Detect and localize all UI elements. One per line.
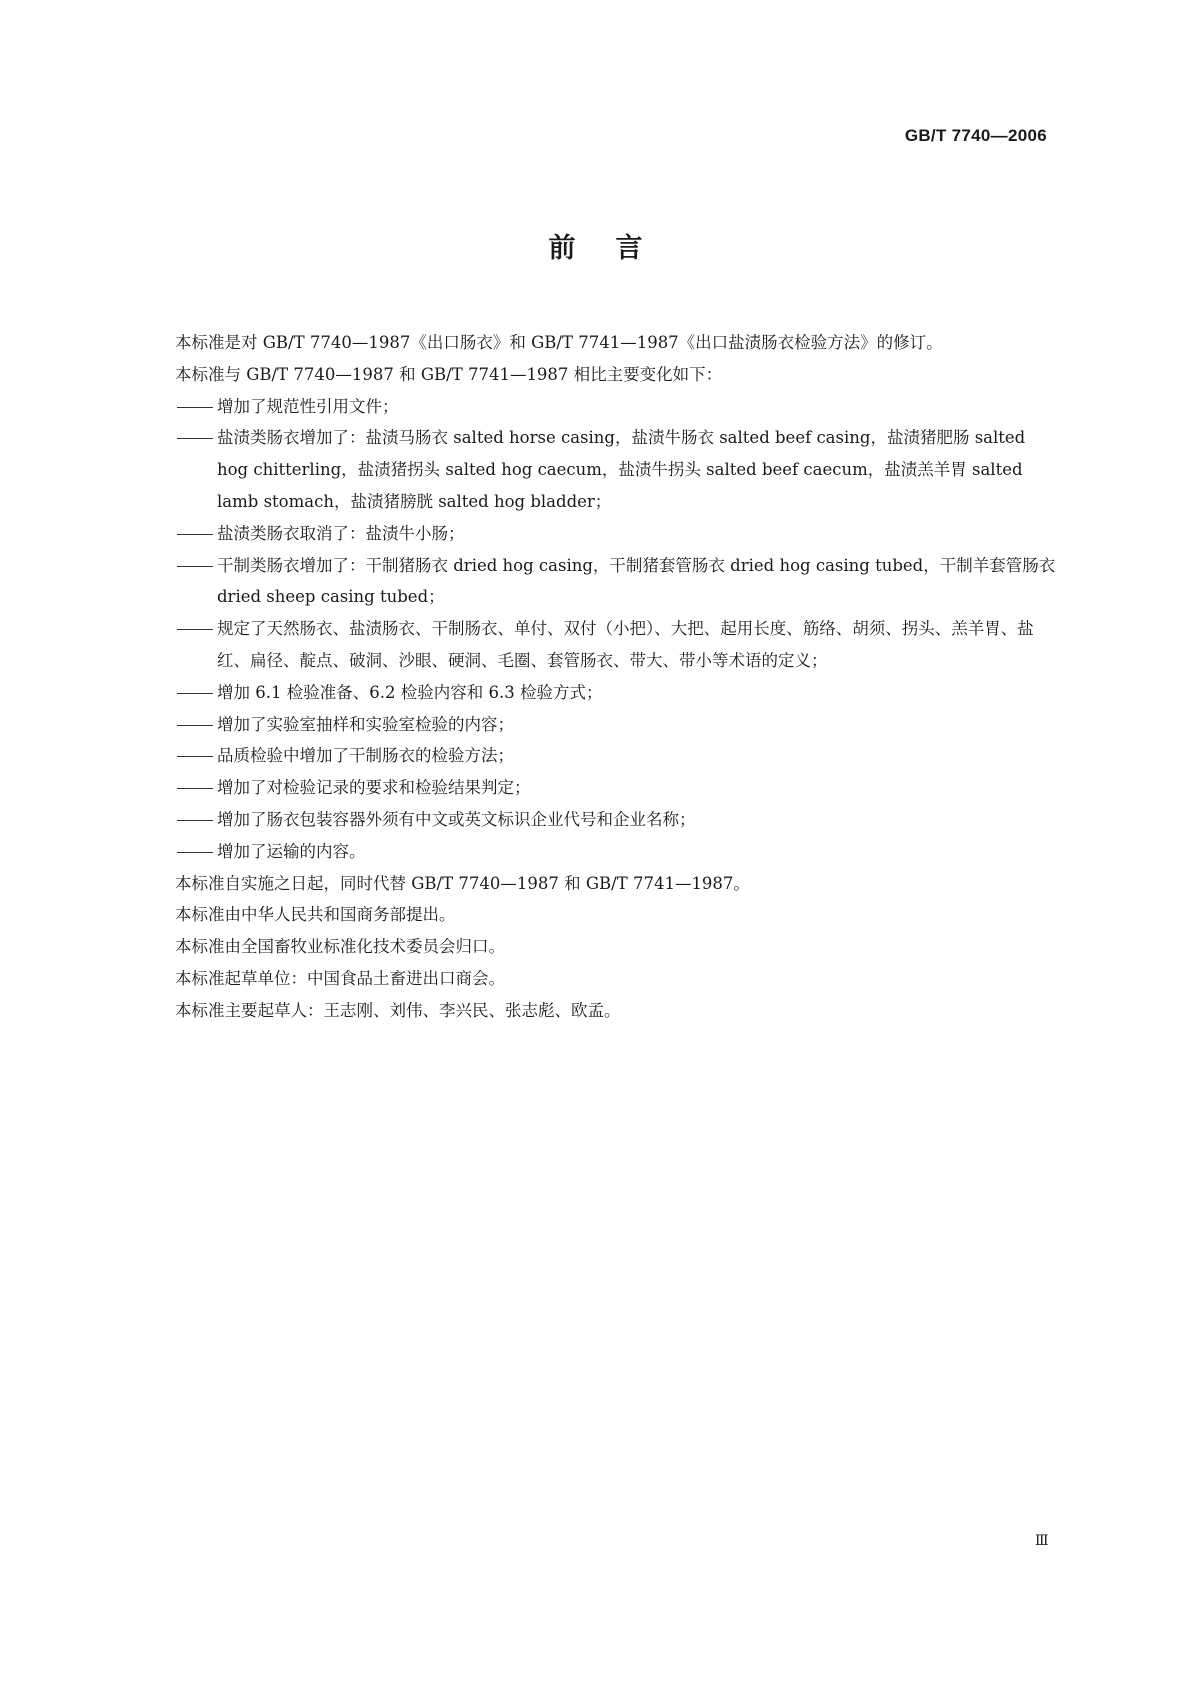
document-body (175, 327, 1060, 1027)
closing-paragraph: 本标准由中华人民共和国商务部提出。 (175, 905, 456, 925)
intro-paragraph: 本标准是对 GB/T 7740—1987《出口肠衣》和 GB/T 7741—1987《出口盐渍肠衣检验方法》的修订。 (175, 333, 943, 352)
closing-paragraph: 本标准由全国畜牧业标准化技术委员会归口。 (175, 937, 505, 957)
change-text: 增加 6.1 检验准备、6.2 检验内容和 6.3 检验方式； (217, 682, 603, 702)
change-list-item (175, 422, 1060, 517)
change-text: 规定了天然肠衣、盐渍肠衣、干制肠衣、单付、双付（小把）、大把、起用长度、筋络、胡须、拐头、羔羊胃、盐红、扁径、靛点、破洞、沙眼、硬洞、毛圈、套管肠衣、带大、带小等术语的定义； (217, 619, 1034, 670)
dash-bullet (177, 407, 213, 408)
dash-bullet (177, 534, 213, 535)
page-title: 前言 (548, 233, 683, 264)
change-list-item (175, 391, 1060, 423)
change-text: 品质检验中增加了干制肠衣的检验方法； (217, 746, 514, 766)
page-number: Ⅲ (1034, 1533, 1049, 1549)
change-list-item (175, 709, 1060, 741)
change-list-item (175, 677, 1060, 709)
change-text: 增加了运输的内容。 (217, 841, 366, 861)
change-text: 干制类肠衣增加了：干制猪肠衣 dried hog casing，干制猪套管肠衣 dried hog casing tubed，干制羊套管肠衣 dried sheep casing tubed； (217, 555, 1056, 607)
closing-paragraph: 本标准主要起草人：王志刚、刘伟、李兴民、张志彪、欧孟。 (175, 1000, 621, 1020)
dash-bullet (177, 820, 213, 821)
intro-paragraph: 本标准与 GB/T 7740—1987 和 GB/T 7741—1987 相比主要变化如下： (175, 364, 723, 384)
change-list-item (175, 836, 1060, 868)
dash-bullet (177, 725, 213, 726)
dash-bullet (177, 852, 213, 853)
dash-bullet (177, 788, 213, 789)
change-text: 增加了规范性引用文件； (217, 396, 399, 416)
dash-bullet (177, 566, 213, 567)
change-text: 增加了对检验记录的要求和检验结果判定； (217, 778, 531, 798)
change-list-item (175, 740, 1060, 772)
change-list-item (175, 804, 1060, 836)
dash-bullet (177, 438, 213, 439)
dash-bullet (177, 693, 213, 694)
change-text: 盐渍类肠衣增加了：盐渍马肠衣 salted horse casing，盐渍牛肠衣 salted beef casing，盐渍猪肥肠 salted hog chitterling，盐渍猪拐头 salted hog caecum，盐渍牛拐头 salted beef caecum，盐渍羔羊胃 salted lamb stomach，盐渍猪膀胱 salted hog bladder； (217, 428, 1026, 511)
change-list-item (175, 772, 1060, 804)
dash-bullet (177, 629, 213, 630)
change-list-item (175, 550, 1060, 614)
change-text: 增加了肠衣包装容器外须有中文或英文标识企业代号和企业名称； (217, 809, 696, 829)
standard-code: GB/T 7740—2006 (904, 126, 1047, 145)
closing-paragraph: 本标准自实施之日起，同时代替 GB/T 7740—1987 和 GB/T 7741—1987。 (175, 873, 750, 893)
closing-paragraph: 本标准起草单位：中国食品土畜进出口商会。 (175, 968, 505, 988)
change-text: 盐渍类肠衣取消了：盐渍牛小肠； (217, 523, 465, 543)
change-text: 增加了实验室抽样和实验室检验的内容； (217, 714, 514, 734)
dash-bullet (177, 756, 213, 757)
change-list-item (175, 613, 1060, 677)
change-list-item (175, 518, 1060, 550)
